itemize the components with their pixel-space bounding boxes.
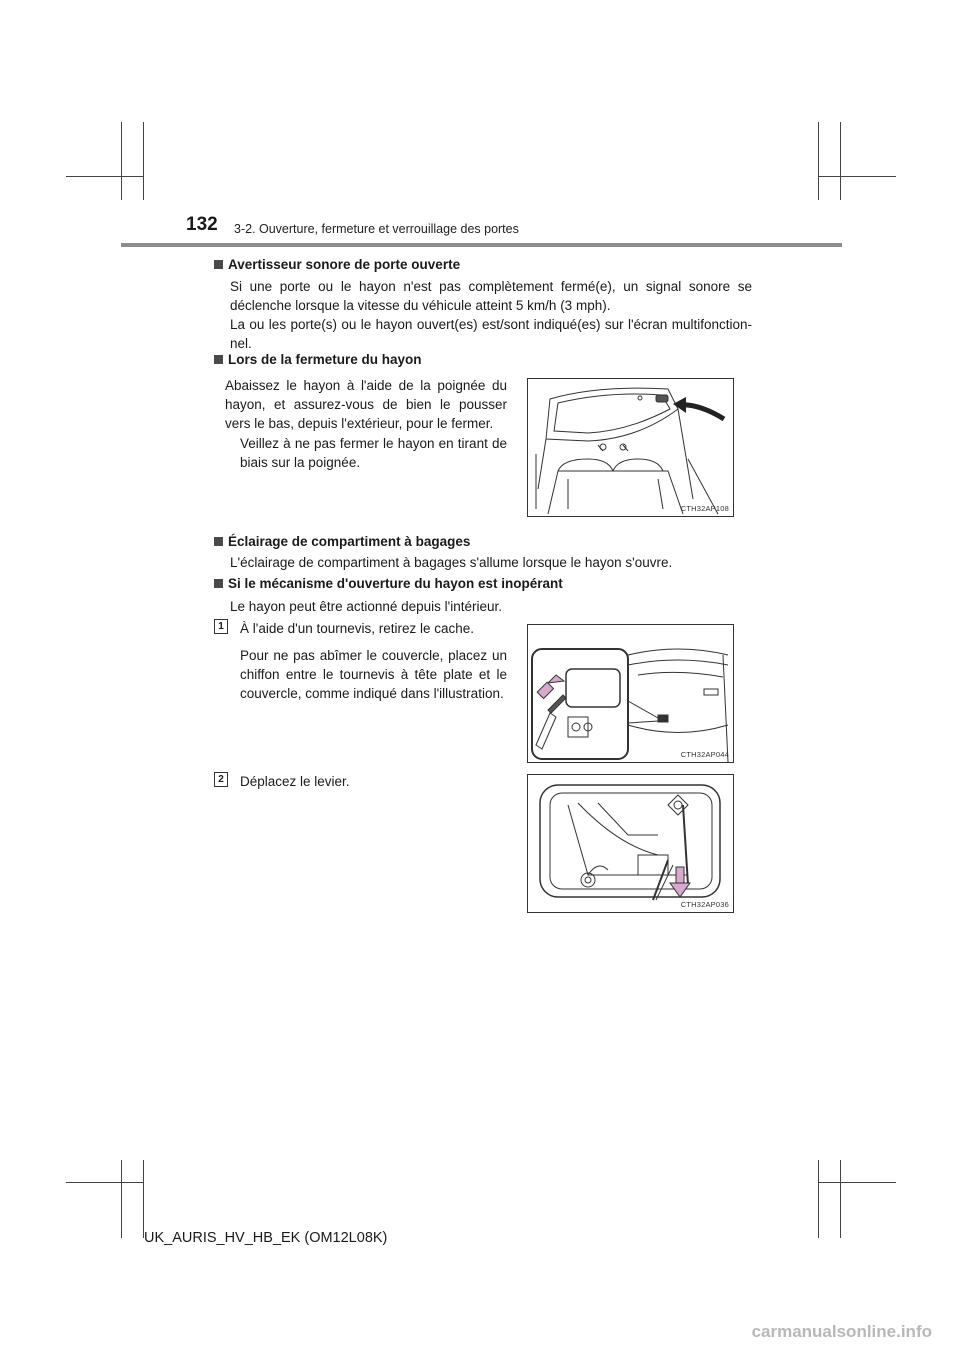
square-bullet-icon — [214, 579, 223, 588]
crop-mark — [818, 1182, 896, 1183]
crop-mark — [818, 122, 819, 200]
step-number-badge: 1 — [214, 619, 228, 634]
section-title-closing: Lors de la fermeture du hayon — [214, 352, 422, 367]
lighting-text: L'éclairage de compartiment à bagages s'allume lorsque le hayon s'ouvre. — [230, 555, 673, 570]
figure-code: CTH32AP108 — [680, 504, 729, 513]
watermark: carmanualsonline.info — [751, 1322, 932, 1341]
move-lever-illustration — [528, 775, 733, 912]
section-title-lighting: Éclairage de compartiment à bagages — [214, 534, 470, 549]
page-number: 132 — [186, 214, 218, 235]
step1-text: À l'aide d'un tournevis, retirez le cache. — [240, 621, 475, 636]
figure-hatch-closing — [527, 378, 734, 517]
inoperative-text: Le hayon peut être actionné depuis l'intérieur. — [230, 599, 503, 614]
door-warning-text-1: Si une porte ou le hayon n'est pas complètement fermé(e), un signal sonore se déclenche lorsque la vitesse du véhicule atteint 5 km/h (3 mph). — [230, 279, 752, 313]
crop-mark — [818, 176, 896, 177]
step-number-badge: 2 — [214, 772, 228, 787]
crop-mark — [818, 1160, 819, 1238]
closing-text-1: Abaissez le hayon à l'aide de la poignée du hayon, et assurez-vous de bien le pousser vers le bas, depuis l'extérieur, pour le fermer. — [225, 378, 507, 431]
door-warning-text-2: La ou les porte(s) ou le hayon ouvert(es) est/sont indiqué(es) sur l'écran multifonction-nel. — [230, 317, 752, 351]
crop-mark — [840, 1160, 841, 1238]
hatch-closing-illustration — [528, 379, 733, 516]
crop-mark — [143, 1160, 144, 1238]
square-bullet-icon — [214, 260, 223, 269]
crop-mark — [66, 1182, 144, 1183]
figure-remove-cover — [527, 624, 734, 763]
section-title-door-warning: Avertisseur sonore de porte ouverte — [214, 257, 460, 272]
step2-text: Déplacez le levier. — [240, 774, 350, 789]
crop-mark — [66, 176, 144, 177]
manual-code: UK_AURIS_HV_HB_EK (OM12L08K) — [144, 1230, 388, 1246]
section-header: 3-2. Ouverture, fermeture et verrouillage des portes — [234, 222, 519, 236]
step1-note: Pour ne pas abîmer le couvercle, placez un chiffon entre le tournevis à tête plate et le couvercle, comme indiqué dans l'illustration. — [240, 648, 507, 701]
figure-code: CTH32AP036 — [680, 900, 729, 909]
crop-mark — [121, 1160, 122, 1238]
section-title-inoperative: Si le mécanisme d'ouverture du hayon est inopérant — [214, 576, 563, 591]
square-bullet-icon — [214, 537, 223, 546]
figure-code: CTH32AP044 — [680, 750, 729, 759]
crop-mark — [840, 122, 841, 200]
crop-mark — [121, 122, 122, 200]
square-bullet-icon — [214, 355, 223, 364]
figure-move-lever — [527, 774, 734, 913]
crop-mark — [143, 122, 144, 200]
closing-text-2: Veillez à ne pas fermer le hayon en tirant de biais sur la poignée. — [240, 436, 507, 470]
header-rule — [121, 243, 842, 247]
remove-cover-illustration — [528, 625, 733, 762]
